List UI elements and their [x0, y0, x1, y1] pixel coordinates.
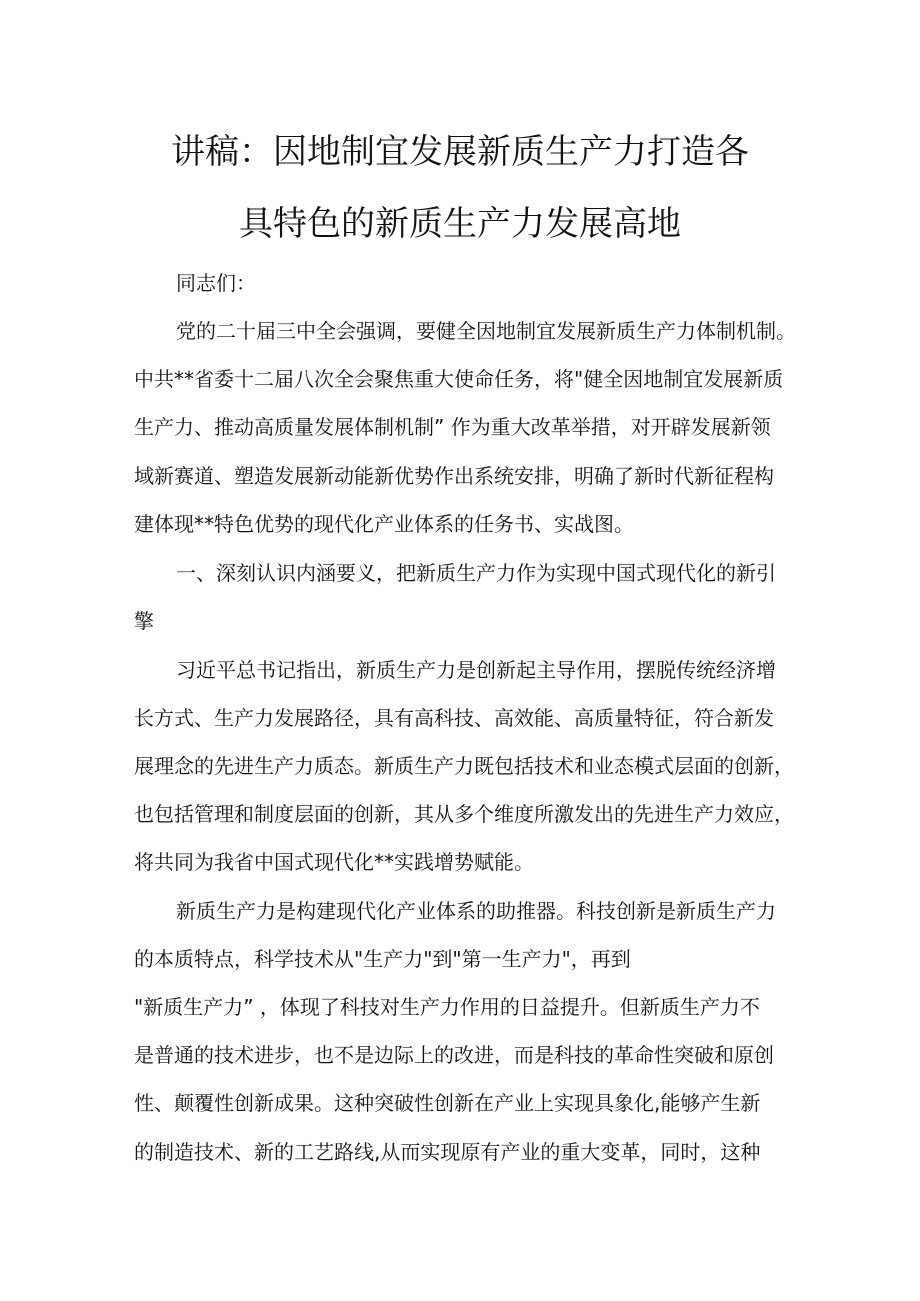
- paragraph-2-line: 长方式、生产力发展路径，具有高科技、高效能、高质量特征，符合新发: [134, 706, 774, 730]
- section-heading-1-line: 一、深刻认识内涵要义，把新质生产力作为实现中国式现代化的新引: [176, 561, 776, 585]
- section-heading-1-line: 擎: [134, 609, 154, 633]
- paragraph-1-line: 域新赛道、塑造发展新动能新优势作出系统安排，明确了新时代新征程构: [134, 464, 774, 488]
- paragraph-2-line: 将共同为我省中国式现代化**实践增势赋能。: [134, 850, 534, 874]
- paragraph-1-line: 建体现**特色优势的现代化产业体系的任务书、实战图。: [134, 512, 634, 536]
- paragraph-1-line: 中共**省委十二届八次全会聚焦重大使命任务，将"健全因地制宜发展新质: [134, 367, 784, 391]
- paragraph-2-line: 也包括管理和制度层面的创新，其从多个维度所激发出的先进生产力效应，: [134, 802, 794, 826]
- paragraph-1-line: 生产力、推动高质量发展体制机制” 作为重大改革举措，对开辟发展新领: [134, 415, 771, 439]
- salutation: 同志们：: [176, 271, 256, 295]
- paragraph-3-line: 新质生产力是构建现代化产业体系的助推器。科技创新是新质生产力: [176, 899, 776, 923]
- document-title-line-1: 讲稿：因地制宜发展新质生产力打造各: [171, 132, 749, 172]
- paragraph-3-line: 性、颠覆性创新成果。这种突破性创新在产业上实现具象化,能够产生新: [134, 1091, 761, 1115]
- paragraph-3-line: 的制造技术、新的工艺路线,从而实现原有产业的重大变革，同时，这种: [134, 1140, 761, 1164]
- paragraph-1-line: 党的二十届三中全会强调，要健全因地制宜发展新质生产力体制机制。: [176, 319, 796, 343]
- paragraph-2-line: 习近平总书记指出，新质生产力是创新起主导作用，摆脱传统经济增: [176, 658, 776, 682]
- paragraph-3-line: "新质生产力” ，体现了科技对生产力作用的日益提升。但新质生产力不: [134, 995, 760, 1019]
- paragraph-3-line: 是普通的技术进步，也不是边际上的改进，而是科技的革命性突破和原创: [134, 1043, 774, 1067]
- paragraph-3-line: 的本质特点，科学技术从"生产力"到"第一生产力"，再到: [134, 947, 631, 971]
- document-title-line-2: 具特色的新质生产力发展高地: [239, 204, 681, 244]
- paragraph-2-line: 展理念的先进生产力质态。新质生产力既包括技术和业态模式层面的创新，: [134, 754, 794, 778]
